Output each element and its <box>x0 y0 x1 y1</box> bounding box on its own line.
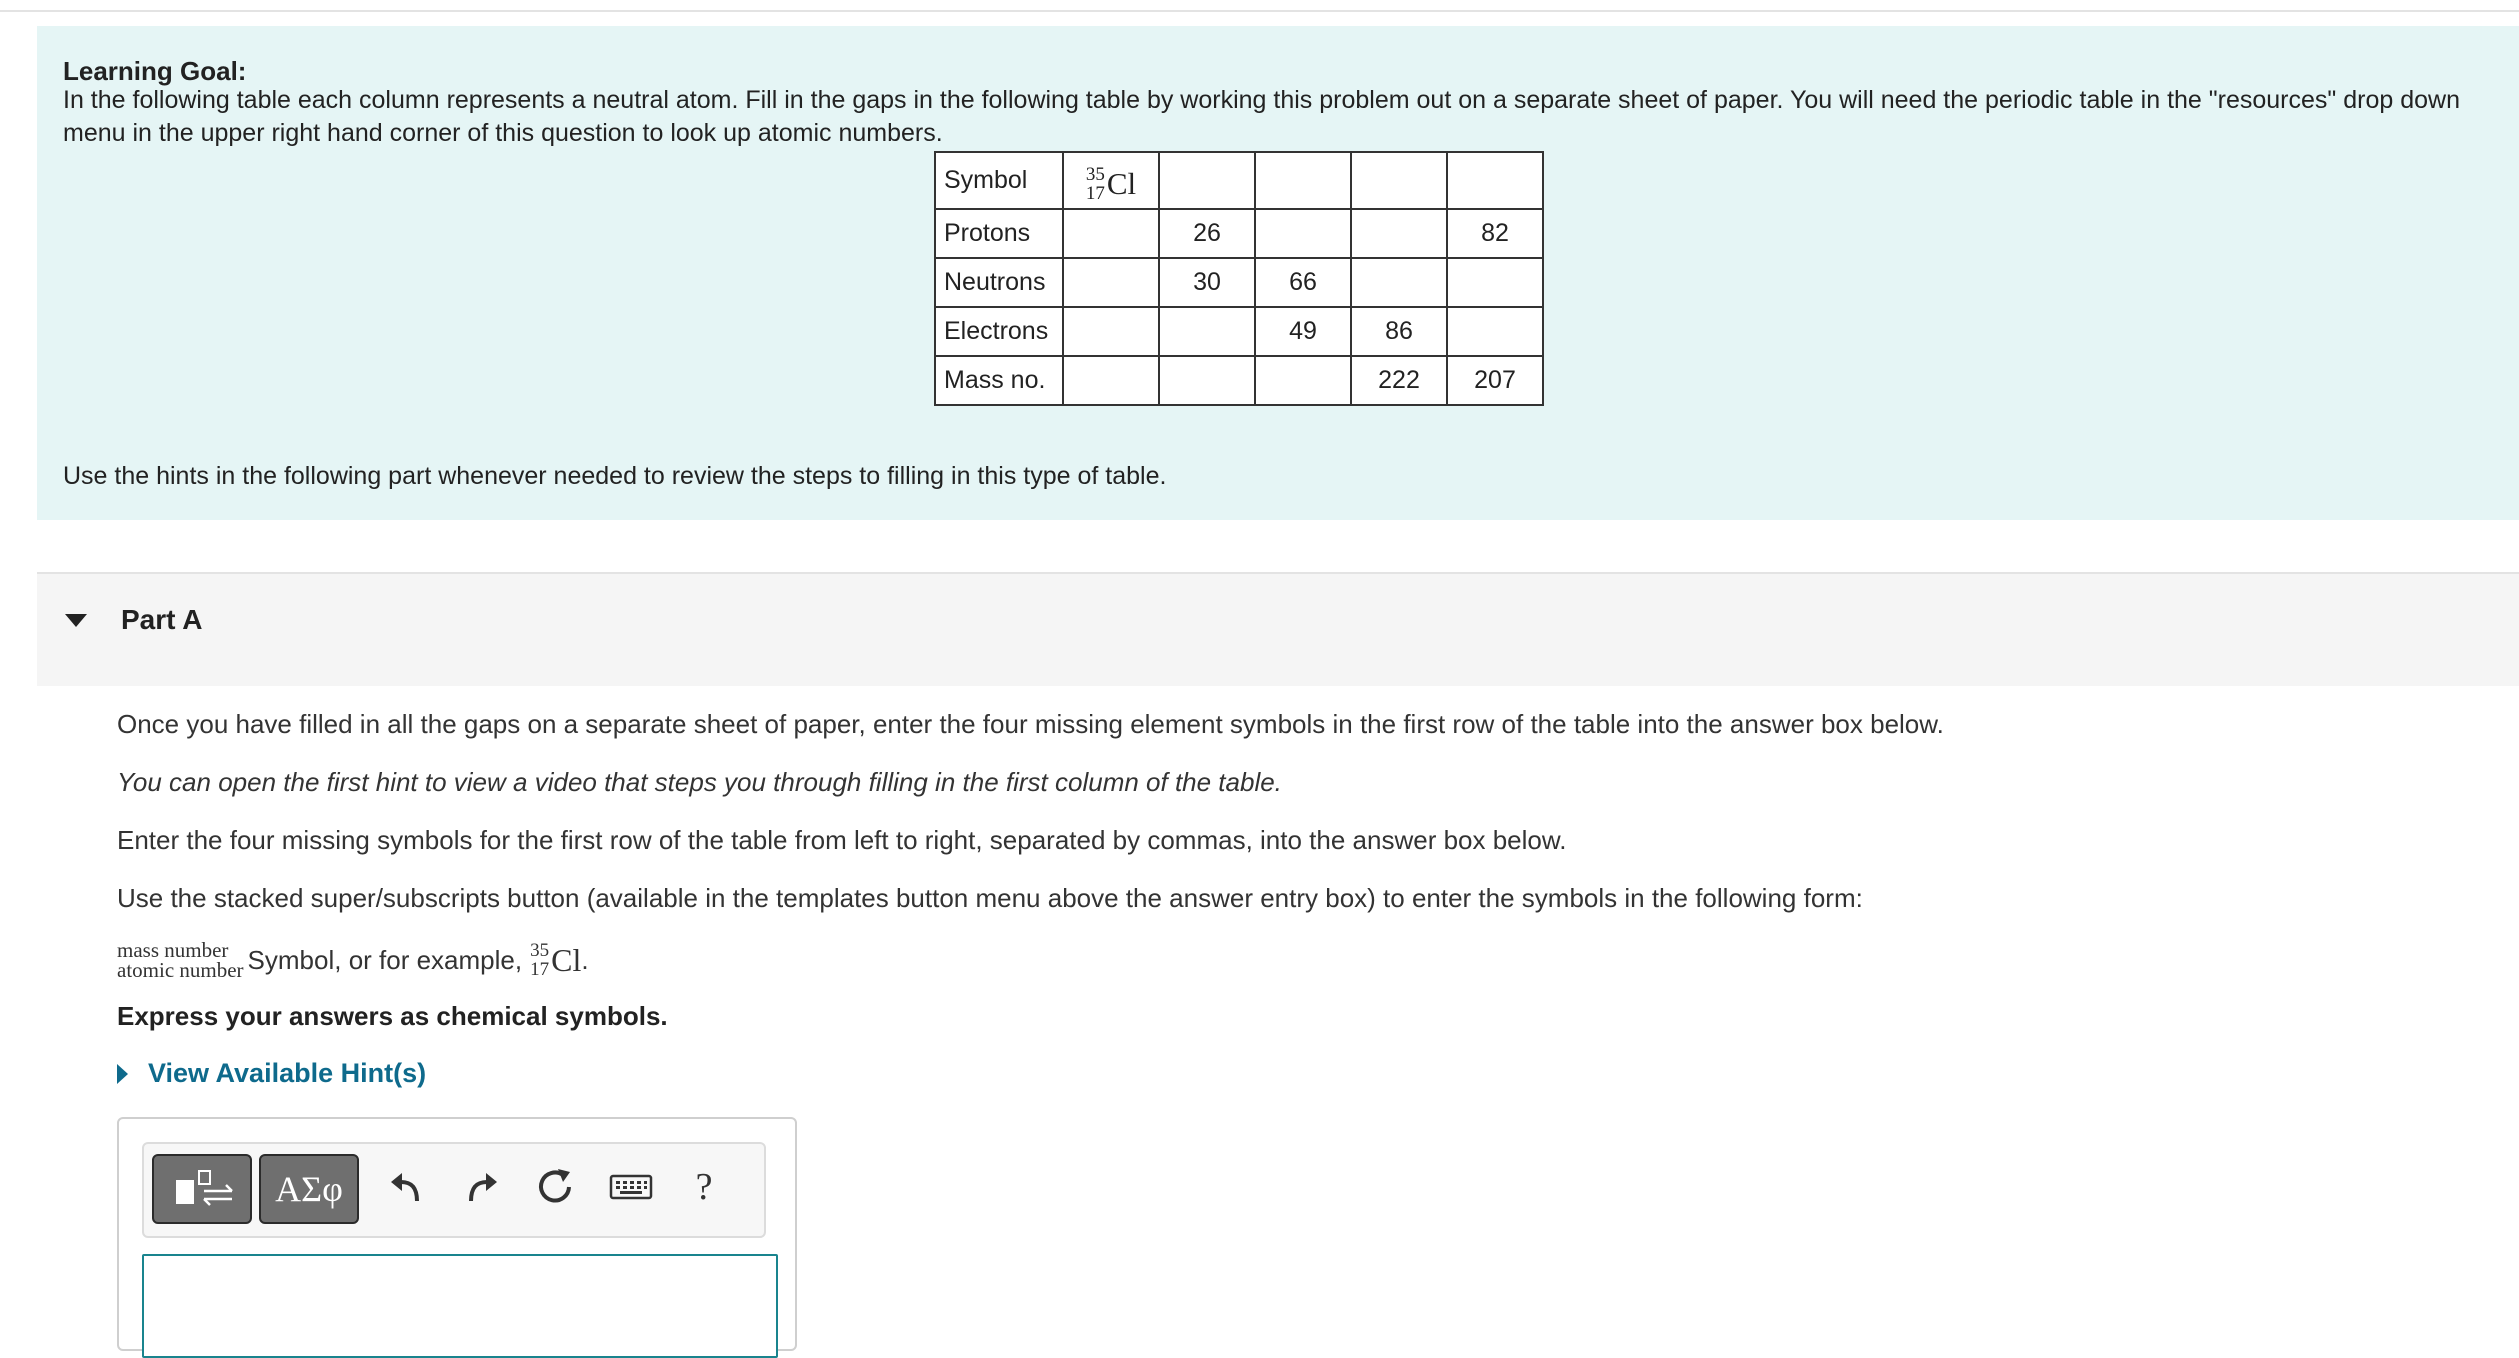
table-row-protons <box>935 209 1543 258</box>
answer-entry-panel <box>117 1117 797 1351</box>
templates-button[interactable] <box>152 1154 252 1224</box>
express-answer-instruction: Express your answers as chemical symbols. <box>117 1001 668 1031</box>
keyboard-icon <box>609 1173 653 1201</box>
table-cell <box>1255 209 1351 258</box>
undo-button[interactable] <box>379 1154 435 1220</box>
table-cell: 86 <box>1351 307 1447 356</box>
form-mass-number-label: mass number <box>117 938 229 962</box>
table-cell <box>1447 258 1543 307</box>
answer-input[interactable] <box>142 1254 778 1358</box>
symbol-form-example <box>117 940 589 980</box>
row-label: Protons <box>935 209 1063 258</box>
reset-button[interactable] <box>527 1154 583 1220</box>
atomic-number: 17 <box>1085 183 1105 204</box>
help-button[interactable]: ? <box>695 1166 713 1208</box>
learning-goal-title: Learning Goal: <box>63 56 247 86</box>
table-cell <box>1063 209 1159 258</box>
table-cell <box>1255 152 1351 209</box>
table-row-symbol <box>935 152 1543 209</box>
atom-table <box>934 151 1544 406</box>
learning-goal-footer: Use the hints in the following part whenever needed to review the steps to filling in this type of table. <box>63 462 1167 490</box>
table-row-neutrons <box>935 258 1543 307</box>
mass-number: 35 <box>1085 164 1105 185</box>
learning-goal-text: In the following table each column represents a neutral atom. Fill in the gaps in the following table by working this problem out on a separate sheet of paper. You will need the periodic table in the "resources" drop down menu in the upper right hand corner of this question to look up atomic numbers. <box>63 86 2460 147</box>
view-hints-link[interactable] <box>117 1058 426 1089</box>
form-atomic-number-label: atomic number <box>117 958 244 982</box>
reset-icon <box>534 1166 576 1208</box>
element-symbol: Cl <box>551 941 582 978</box>
undo-icon <box>387 1167 427 1207</box>
element-symbol: Cl <box>1106 166 1137 201</box>
redo-button[interactable] <box>453 1154 509 1220</box>
math-toolbar <box>142 1142 766 1238</box>
atomic-number: 17 <box>530 959 550 980</box>
table-cell <box>1159 152 1255 209</box>
table-cell <box>1351 258 1447 307</box>
nuclide-example <box>1086 165 1136 203</box>
row-label: Symbol <box>935 152 1063 209</box>
table-cell: 222 <box>1351 356 1447 405</box>
table-cell <box>1063 258 1159 307</box>
table-cell <box>1447 307 1543 356</box>
instruction-paragraph-4: Use the stacked super/subscripts button (available in the templates button menu above the answer entry box) to enter the symbols in the following form: <box>117 883 1863 913</box>
redo-icon <box>461 1167 501 1207</box>
templates-icon <box>164 1166 240 1212</box>
expand-caret-icon <box>117 1064 128 1084</box>
form-description: Symbol, or for example, <box>247 944 523 975</box>
mass-number: 35 <box>530 940 550 961</box>
table-row-electrons <box>935 307 1543 356</box>
table-cell <box>1063 307 1159 356</box>
row-label: Electrons <box>935 307 1063 356</box>
instruction-paragraph-3: Enter the four missing symbols for the first row of the table from left to right, separated by commas, into the answer box below. <box>117 825 1567 855</box>
instruction-paragraph-1: Once you have filled in all the gaps on a separate sheet of paper, enter the four missing element symbols in the first row of the table into the answer box below. <box>117 709 1944 739</box>
table-cell: 82 <box>1447 209 1543 258</box>
top-divider <box>0 10 2519 12</box>
table-cell <box>1159 307 1255 356</box>
nuclide-example-inline <box>530 941 581 979</box>
table-cell <box>1447 152 1543 209</box>
table-cell <box>1351 152 1447 209</box>
table-cell: 26 <box>1159 209 1255 258</box>
keyboard-button[interactable] <box>603 1154 659 1220</box>
view-hints-label: View Available Hint(s) <box>148 1058 427 1088</box>
table-cell: 66 <box>1255 258 1351 307</box>
row-label: Neutrons <box>935 258 1063 307</box>
table-cell: 49 <box>1255 307 1351 356</box>
greek-symbols-button[interactable]: ΑΣφ <box>259 1154 359 1224</box>
part-a-header[interactable] <box>37 574 2519 686</box>
row-label: Mass no. <box>935 356 1063 405</box>
table-cell: 207 <box>1447 356 1543 405</box>
table-cell <box>1063 152 1159 209</box>
table-cell <box>1351 209 1447 258</box>
collapse-caret-icon[interactable] <box>65 614 87 627</box>
table-cell <box>1159 356 1255 405</box>
table-cell: 30 <box>1159 258 1255 307</box>
table-cell <box>1063 356 1159 405</box>
table-cell <box>1255 356 1351 405</box>
form-end-period: . <box>581 944 589 975</box>
instruction-paragraph-2: You can open the first hint to view a video that steps you through filling in the first column of the table. <box>117 767 1282 797</box>
table-row-mass-number <box>935 356 1543 405</box>
part-a-title: Part A <box>121 604 203 635</box>
